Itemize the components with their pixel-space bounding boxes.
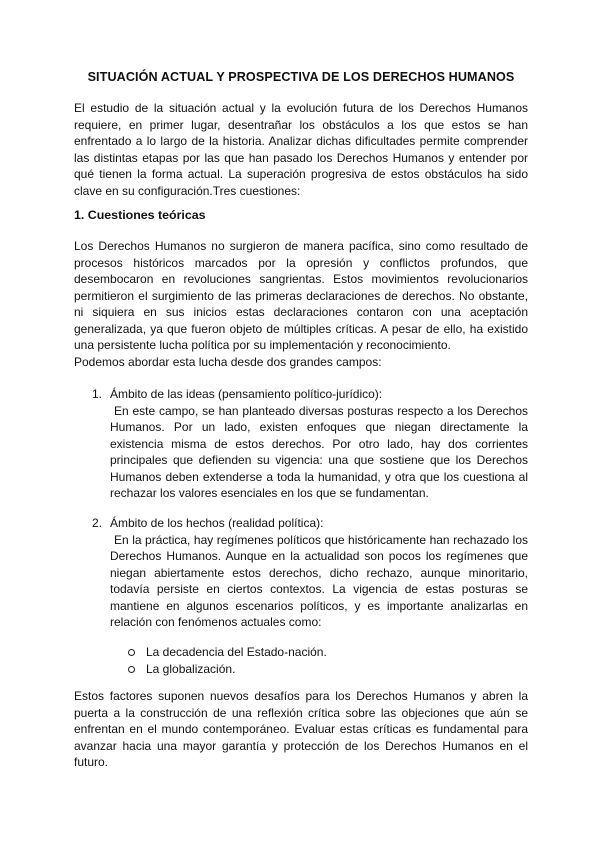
fields-intro: Podemos abordar esta lucha desde dos grandes campos: [74, 355, 382, 369]
list-body: En la práctica, hay regímenes políticos que históricamente han rechazado los Derechos Humanos. Aunque en la actualidad son pocos los regímenes que niegan abiertamente estos derechos, dicho rechazo, aunque minoritario, todavía persiste en ciertos contextos. La vigencia de estas posturas se mantiene en algunos escenarios políticos, y es importante analizarlas en relación con fenómenos actuales como: [110, 532, 528, 629]
list-number: 1. [92, 387, 103, 401]
bullet-text: La globalización. [146, 662, 236, 676]
list-number: 2. [92, 516, 103, 530]
bullet-text: La decadencia del Estado-nación. [146, 645, 327, 659]
closing-paragraph: Estos factores suponen nuevos desafíos para los Derechos Humanos y abren la puerta a la construcción de una reflexión crítica sobre las objeciones que aún se enfrentan en el mundo contemporáneo. Evaluar estas críticas es fundamental para avanzar hacia una mayor garantía y protección de los Derechos Humanos en el futuro. [74, 689, 528, 769]
theory-paragraph: Los Derechos Humanos no surgieron de manera pacífica, sino como resultado de procesos históricos marcados por la opresión y conflictos profundos, que desembocaron en revoluciones sangrientas. Estos movimientos revolucionarios permitieron el surgimiento de las primeras declaraciones de derechos. No obstante, ni siquiera en sus inicios estas declaraciones contaron con una aceptación generalizada, ya que fueron objeto de múltiples críticas. A pesar de ello, ha existido una persistente lucha política por su implementación y reconocimiento. [74, 239, 528, 352]
section-heading: 1. Cuestiones teóricas [74, 208, 206, 222]
list-label: Ámbito de las ideas (pensamiento político-jurídico): [110, 387, 383, 401]
circle-bullet-icon [128, 649, 135, 656]
intro-paragraph: El estudio de la situación actual y la evolución futura de los Derechos Humanos requiere, en primer lugar, desentrañar los obstáculos a los que estos se han enfrentado a lo largo de la historia. Analizar dichas dificultades permite comprender las distintas etapas por las que han pasado los Derechos Humanos y entender por qué tienen la forma actual. La superación progresiva de estos obstáculos ha sido clave en su configuración.Tres cuestiones: [74, 101, 528, 198]
circle-bullet-icon [128, 666, 135, 673]
list-label: Ámbito de los hechos (realidad política): [110, 516, 324, 530]
document-title: SITUACIÓN ACTUAL Y PROSPECTIVA DE LOS DERECHOS HUMANOS [87, 70, 515, 84]
list-body: En este campo, se han planteado diversas posturas respecto a los Derechos Humanos. Por un lado, existen enfoques que niegan directamente la existencia misma de estos derechos. Por otro lado, hay dos corrientes principales que defienden su vigencia: una que sostiene que los Derechos Humanos deben extenderse a toda la humanidad, y otra que los cuestiona al rechazar los valores esenciales en los que se fundamentan. [110, 403, 528, 500]
